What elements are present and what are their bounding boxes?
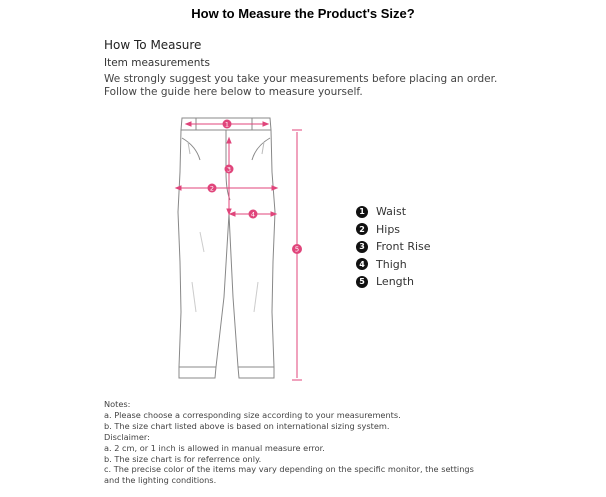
- legend-label: Thigh: [376, 257, 407, 271]
- measurement-legend: [356, 203, 431, 291]
- number-5-icon: 5: [356, 276, 368, 288]
- note-a: a. Please choose a corresponding size according to your measurements.: [104, 409, 401, 420]
- marker-5: [292, 244, 302, 254]
- note-b: b. The size chart listed above is based on international sizing system.: [104, 420, 390, 431]
- legend-label: Waist: [376, 205, 407, 219]
- section-heading: How To Measure: [104, 38, 202, 52]
- svg-text:1: 1: [224, 120, 230, 129]
- number-3-icon: 3: [356, 241, 368, 253]
- how-to-measure-section: [104, 38, 584, 99]
- legend-label: Hips: [376, 222, 401, 236]
- svg-text:5: 5: [294, 245, 300, 254]
- svg-text:3: 3: [226, 165, 232, 174]
- legend-item-waist: [356, 203, 431, 221]
- pants-outline: [178, 118, 275, 378]
- intro-line-2: Follow the guide here below to measure yourself.: [104, 86, 363, 98]
- marker-4: [249, 210, 258, 219]
- pants-measurement-diagram: [160, 112, 320, 388]
- marker-3: [225, 165, 234, 174]
- disclaimer-c-line-1: c. The precise color of the items may vary depending on the specific monitor, the settings: [104, 464, 474, 475]
- measure-markers: [208, 120, 303, 255]
- marker-1: [223, 120, 232, 129]
- disclaimer-c-line-2: and the lighting conditions.: [104, 475, 217, 486]
- disclaimer-a: a. 2 cm, or 1 inch is allowed in manual measure error.: [104, 442, 325, 453]
- notes-section: [104, 399, 604, 486]
- legend-item-thigh: [356, 256, 431, 274]
- legend-label: Length: [376, 275, 414, 289]
- disclaimer-b: b. The size chart is for referrence only.: [104, 453, 262, 464]
- svg-text:2: 2: [209, 184, 215, 193]
- marker-2: [208, 184, 217, 193]
- pants-illustration: [160, 112, 320, 388]
- legend-item-hips: [356, 221, 431, 239]
- intro-text: [104, 73, 584, 99]
- number-4-icon: 4: [356, 258, 368, 270]
- number-1-icon: 1: [356, 206, 368, 218]
- intro-line-1: We strongly suggest you take your measurements before placing an order.: [104, 73, 498, 85]
- legend-item-front-rise: [356, 238, 431, 256]
- disclaimer-title: Disclaimer:: [104, 431, 150, 442]
- legend-label: Front Rise: [376, 240, 431, 254]
- measure-lines: [176, 122, 302, 380]
- section-subheading: Item measurements: [104, 57, 210, 69]
- number-2-icon: 2: [356, 223, 368, 235]
- notes-title: Notes:: [104, 399, 131, 409]
- page-title: How to Measure the Product's Size?: [191, 6, 415, 21]
- svg-text:4: 4: [250, 210, 256, 219]
- legend-item-length: [356, 273, 431, 291]
